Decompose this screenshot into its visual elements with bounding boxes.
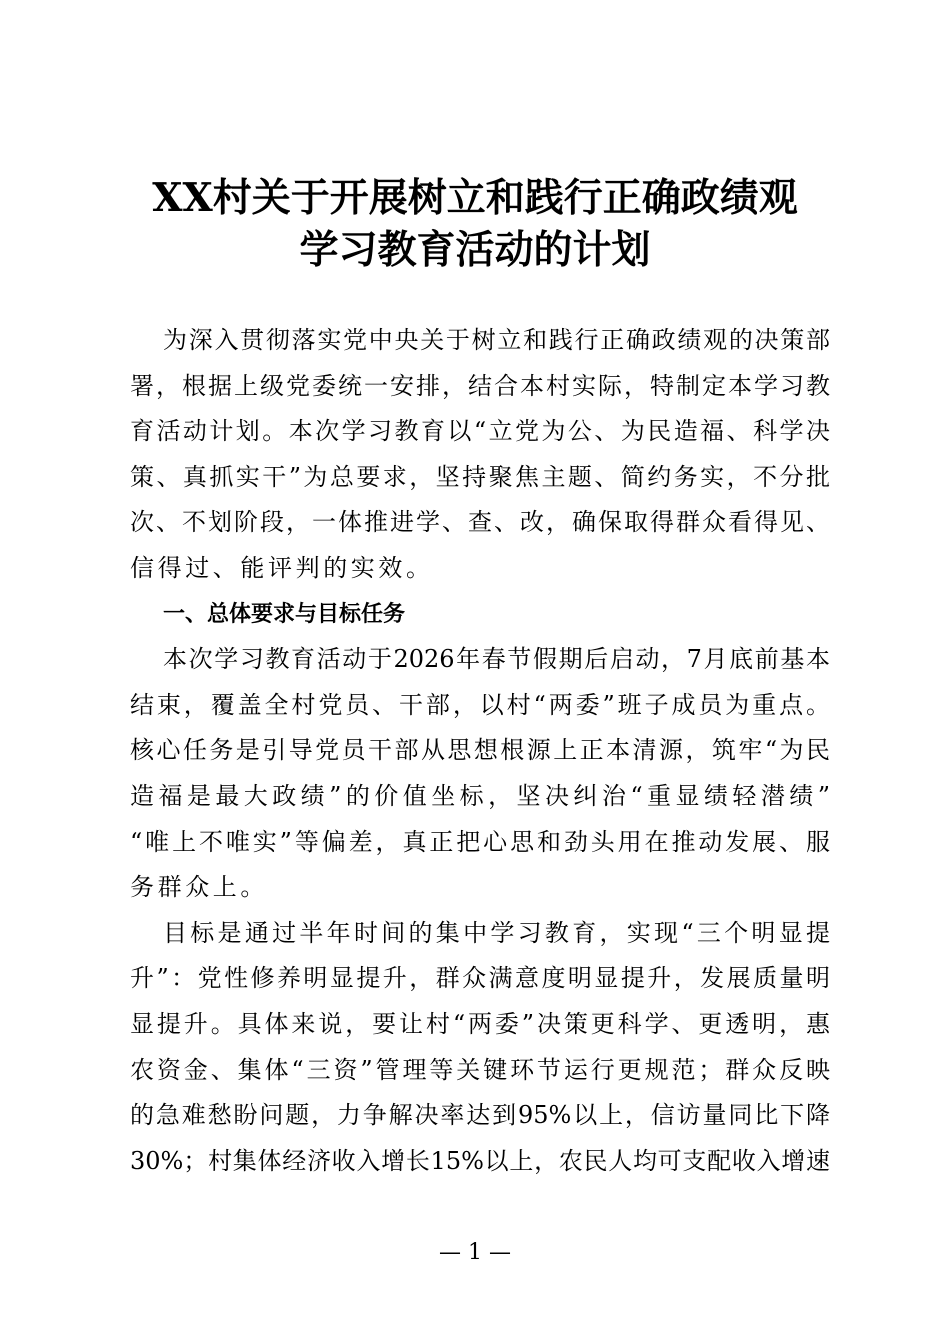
text-line: 目标是通过半年时间的集中学习教育，实现“三个明显提 — [163, 918, 830, 947]
text-line: 核心任务是引导党员干部从思想根源上正本清源，筑牢“为民 — [130, 736, 830, 765]
text-line: “唯上不唯实”等偏差，真正把心思和劲头用在推动发展、服 — [130, 827, 830, 856]
text-line: 的急难愁盼问题，力争解决率达到95%以上，信访量同比下降 — [130, 1101, 830, 1130]
paragraph-requirements — [130, 637, 830, 911]
text-line: 策、真抓实干”为总要求，坚持聚焦主题、简约务实，不分批 — [130, 462, 830, 491]
text-line: 务群众上。 — [130, 873, 268, 902]
paragraph-goals — [130, 911, 830, 1185]
paragraph-intro — [130, 318, 830, 592]
text-line: 30%；村集体经济收入增长15%以上，农民人均可支配收入增速 — [130, 1146, 830, 1175]
text-line: 信得过、能评判的实效。 — [130, 553, 434, 582]
title-line-2: 学习教育活动的计划 — [299, 227, 651, 273]
text-line: 本次学习教育活动于2026年春节假期后启动，7月底前基本 — [163, 645, 830, 674]
text-line: 造福是最大政绩”的价值坐标，坚决纠治“重显绩轻潜绩” — [130, 781, 830, 810]
text-line: 为深入贯彻落实党中央关于树立和践行正确政绩观的决策部 — [163, 326, 830, 354]
text-line: 升”：党性修养明显提升，群众满意度明显提升，发展质量明 — [130, 964, 830, 993]
text-line: 署，根据上级党委统一安排，结合本村实际，特制定本学习教 — [130, 371, 830, 400]
text-line: 次、不划阶段，一体推进学、查、改，确保取得群众看得见、 — [130, 508, 830, 537]
title-line-1: XX村关于开展树立和践行正确政绩观 — [152, 175, 798, 221]
text-line: 育活动计划。本次学习教育以“立党为公、为民造福、科学决 — [130, 417, 830, 446]
text-line: 结束，覆盖全村党员、干部，以村“两委”班子成员为重点。 — [130, 690, 830, 719]
document-title — [0, 172, 950, 276]
document-body — [130, 318, 830, 1184]
page-number: — 1 — — [439, 1240, 511, 1265]
text-line: 显提升。具体来说，要让村“两委”决策更科学、更透明，惠 — [130, 1009, 830, 1038]
section-heading: 一、总体要求与目标任务 — [163, 601, 406, 627]
text-line: 农资金、集体“三资”管理等关键环节运行更规范；群众反映 — [130, 1055, 830, 1084]
